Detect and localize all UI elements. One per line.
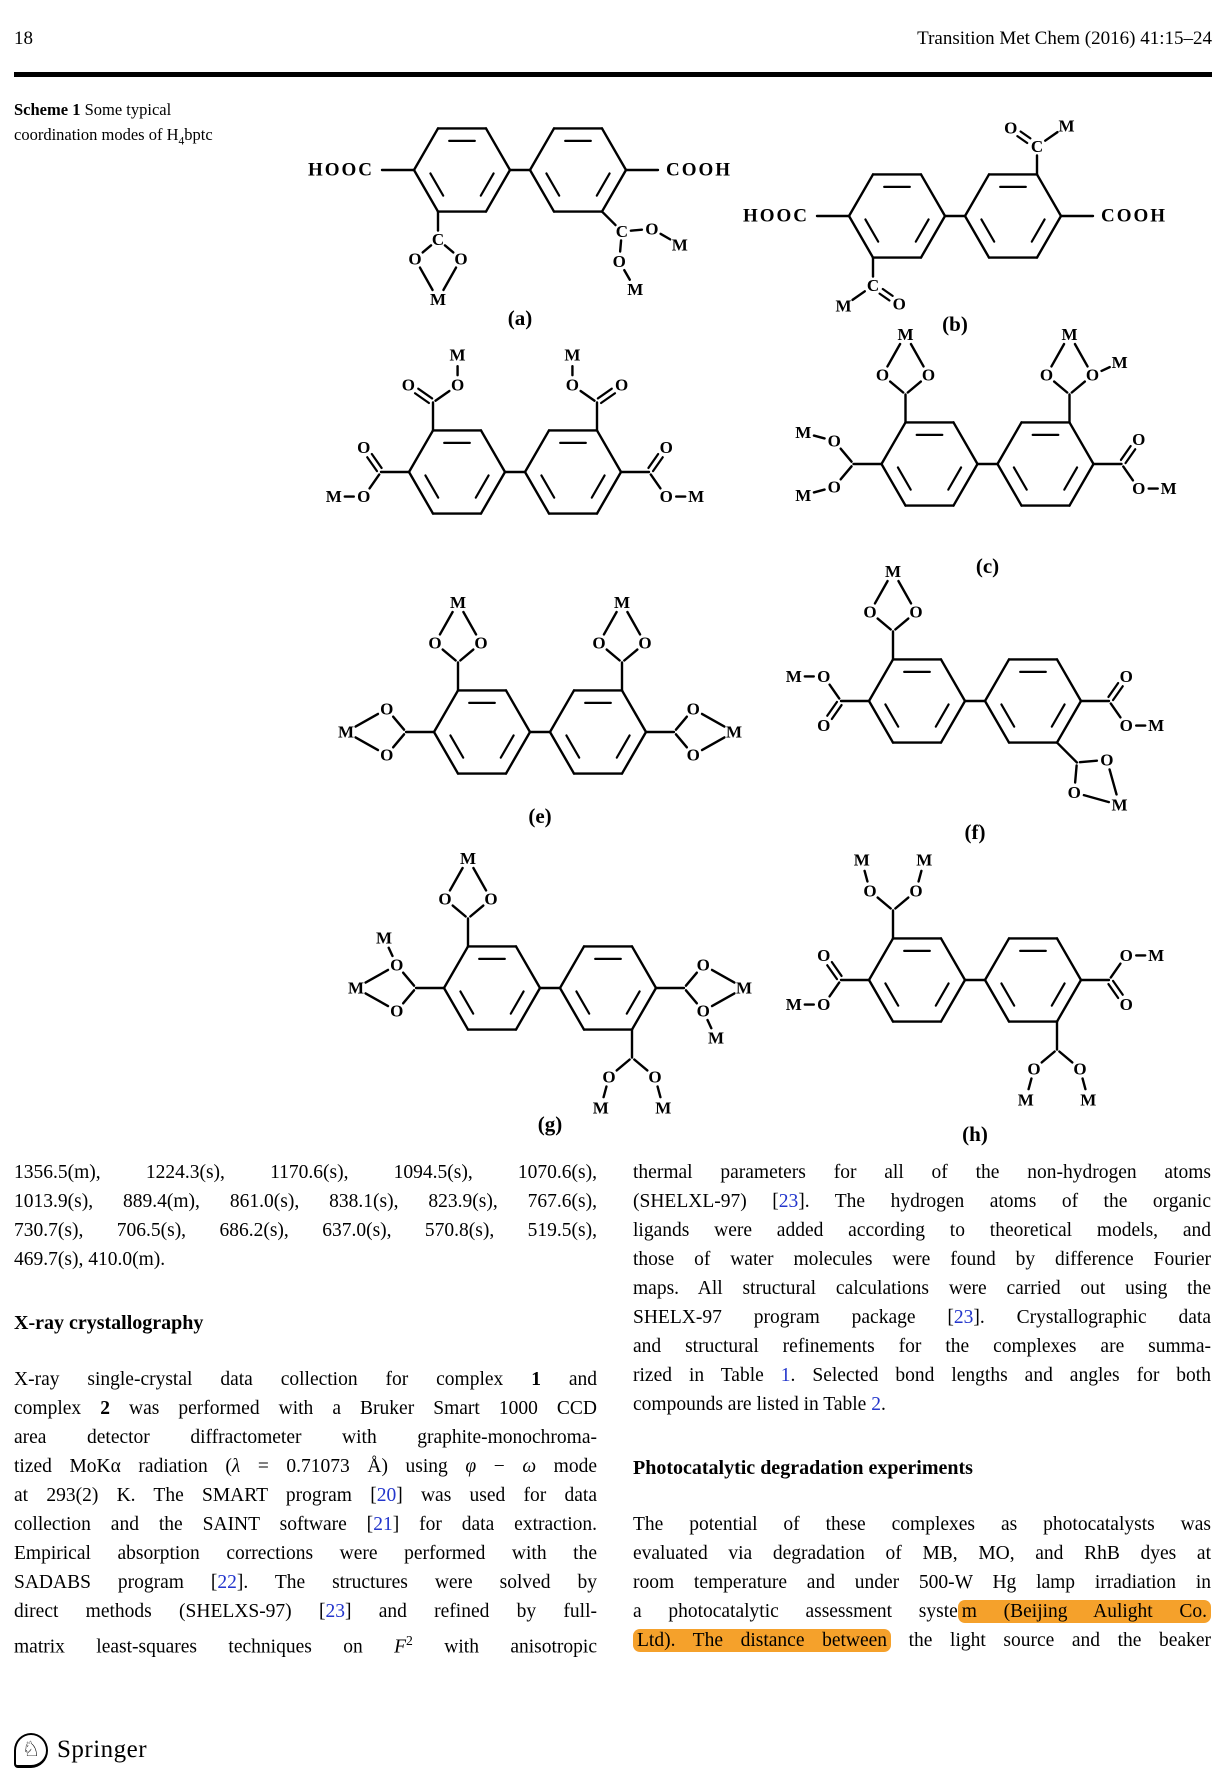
svg-text:M: M	[337, 722, 355, 742]
svg-text:O: O	[565, 375, 580, 395]
panel-label: (h)	[962, 1122, 988, 1146]
text-run: 2	[100, 1398, 110, 1419]
text-run: was performed with a Bruker Smart 1000 CCD	[109, 1398, 597, 1419]
scheme-structure-d	[265, 332, 765, 567]
text-run: direct methods (SHELXS-97) [	[14, 1601, 326, 1622]
scheme-structure-b	[690, 88, 1220, 336]
svg-text:M: M	[795, 423, 812, 443]
publisher-name: Springer	[57, 1736, 148, 1763]
svg-text:O: O	[686, 745, 700, 765]
svg-text:HOOC: HOOC	[307, 159, 374, 181]
text-line	[14, 1452, 597, 1481]
svg-text:O: O	[696, 1001, 710, 1021]
svg-text:O: O	[645, 219, 659, 239]
paragraph	[633, 1510, 1211, 1655]
text-run: 1013.9(s), 889.4(m), 861.0(s), 838.1(s), 823.9(s), 767.6(s),	[14, 1191, 597, 1212]
text-run: Some typical	[80, 100, 172, 119]
text-run: matrix least-squares techniques on	[14, 1636, 395, 1658]
svg-text:M: M	[707, 1028, 724, 1048]
text-run: Scheme 1	[14, 100, 81, 119]
svg-text:O: O	[401, 375, 416, 395]
svg-text:M: M	[1080, 1090, 1097, 1110]
text-run: coordination modes of H	[14, 124, 179, 144]
text-line	[14, 1539, 597, 1568]
scheme-structure-e	[295, 590, 785, 828]
svg-text:M: M	[613, 592, 631, 612]
svg-text:O: O	[1119, 995, 1133, 1015]
svg-text:O: O	[592, 633, 606, 653]
section-heading: Photocatalytic degradation experiments	[633, 1457, 973, 1479]
svg-text:O: O	[1119, 716, 1133, 736]
text-run: . Selected bond lengths and angles for both	[790, 1365, 1211, 1386]
page-number: 18	[14, 28, 33, 49]
scheme-structure-c	[755, 320, 1220, 578]
svg-text:M: M	[376, 928, 393, 948]
svg-text:M: M	[897, 324, 914, 344]
svg-text:O: O	[817, 945, 831, 965]
text-run: maps. All structural calculations were carried out using the	[633, 1278, 1211, 1299]
text-line	[633, 1187, 1211, 1216]
text-line	[14, 1216, 597, 1245]
panel-label: (b)	[942, 312, 968, 336]
svg-text:O: O	[428, 633, 442, 653]
svg-text:M: M	[564, 345, 581, 365]
text-run: complex	[14, 1398, 101, 1419]
section-heading: X-ray crystallography	[14, 1312, 204, 1334]
svg-text:M: M	[671, 235, 688, 255]
text-line	[633, 1274, 1211, 1303]
svg-text:O: O	[817, 995, 831, 1015]
svg-text:C: C	[866, 276, 880, 296]
svg-text:O: O	[659, 437, 673, 457]
svg-text:COOH: COOH	[666, 159, 733, 181]
text-line	[14, 1568, 597, 1597]
text-run: room temperature and under 500-W Hg lamp irradiation in	[633, 1572, 1211, 1593]
text-line	[14, 1394, 597, 1423]
svg-text:O: O	[875, 365, 890, 385]
text-line	[14, 1423, 597, 1452]
svg-text:O: O	[686, 699, 700, 719]
svg-text:O: O	[1132, 429, 1146, 449]
svg-text:O: O	[390, 955, 404, 975]
text-run: with anisotropic	[412, 1636, 597, 1658]
text-line	[14, 1245, 597, 1274]
text-line	[633, 1510, 1211, 1539]
svg-text:COOH: COOH	[1101, 205, 1168, 227]
text-run: φ	[465, 1456, 477, 1477]
scheme-caption	[14, 98, 274, 153]
svg-text:M: M	[785, 995, 802, 1015]
svg-text:O: O	[696, 955, 710, 975]
citation-ref: 22	[217, 1572, 237, 1593]
text-line	[633, 1568, 1211, 1597]
svg-text:O: O	[1073, 1059, 1087, 1079]
svg-text:M: M	[853, 850, 870, 870]
svg-text:M: M	[449, 592, 467, 612]
text-run: ] and refined by full-	[344, 1601, 597, 1622]
svg-text:O: O	[1027, 1059, 1041, 1079]
text-run: area detector diffractometer with graphite-monochroma-	[14, 1427, 597, 1448]
svg-text:O: O	[827, 477, 841, 497]
publisher-logo	[14, 1730, 147, 1770]
text-run: 2	[406, 1633, 413, 1648]
svg-text:O: O	[817, 716, 831, 736]
svg-text:M: M	[1111, 352, 1128, 372]
scheme-caption-line	[14, 98, 274, 123]
text-run: SHELX-97 program package [	[633, 1307, 954, 1328]
text-line	[633, 1245, 1211, 1274]
text-run: (SHELXL-97) [	[633, 1191, 779, 1212]
svg-text:O: O	[612, 251, 626, 271]
svg-text:M: M	[916, 850, 933, 870]
text-run: a photocatalytic assessment syste	[633, 1601, 958, 1622]
svg-text:M: M	[655, 1098, 672, 1118]
svg-text:M: M	[592, 1098, 609, 1118]
citation-ref: 23	[778, 1191, 799, 1212]
svg-text:O: O	[827, 431, 841, 451]
svg-text:O: O	[614, 375, 629, 395]
citation-ref: 23	[953, 1307, 974, 1328]
text-line	[14, 1481, 597, 1510]
svg-text:O: O	[1004, 118, 1018, 138]
text-line	[633, 1539, 1211, 1568]
citation-ref: 21	[373, 1514, 393, 1535]
scheme-structure-f	[730, 556, 1220, 844]
svg-text:O: O	[921, 365, 936, 385]
svg-text:O: O	[909, 881, 923, 901]
text-run: evaluated via degradation of MB, MO, and RhB dyes at	[633, 1543, 1211, 1564]
text-run: ]. The structures were solved by	[236, 1572, 597, 1593]
text-column-left	[14, 1158, 598, 1658]
text-line	[14, 1597, 597, 1626]
text-line	[633, 1361, 1211, 1390]
panel-label: (e)	[528, 804, 552, 828]
svg-text:O: O	[817, 666, 831, 686]
citation-ref: 23	[325, 1601, 345, 1622]
text-line	[14, 1626, 597, 1658]
text-run: compounds are listed in Table	[633, 1394, 872, 1415]
svg-text:M: M	[1148, 716, 1165, 736]
svg-text:O: O	[1119, 666, 1133, 686]
citation-ref: 20	[376, 1485, 397, 1506]
text-run: ]. The hydrogen atoms of the organic	[798, 1191, 1212, 1212]
text-run: ] for data extraction.	[392, 1514, 598, 1535]
svg-text:O: O	[1067, 782, 1081, 802]
svg-text:M: M	[785, 666, 802, 686]
highlighted-text: m (Beijing Aulight Co.	[958, 1600, 1211, 1623]
panel-label: (f)	[964, 820, 986, 844]
text-run: the light source and the beaker	[891, 1630, 1211, 1651]
text-line	[633, 1332, 1211, 1361]
text-run: ligands were added according to theoretical models, and	[633, 1220, 1211, 1241]
svg-text:O: O	[659, 487, 673, 507]
text-run: .	[880, 1394, 886, 1415]
svg-text:M: M	[1160, 479, 1177, 499]
text-run: X-ray single-crystal data collection for complex	[14, 1369, 532, 1390]
paragraph	[14, 1158, 597, 1274]
text-run: SADABS program [	[14, 1572, 218, 1593]
svg-text:O: O	[357, 487, 371, 507]
panel-label: (a)	[507, 306, 533, 330]
text-line	[14, 1510, 597, 1539]
svg-text:M: M	[735, 978, 753, 998]
text-run: rized in Table	[633, 1365, 781, 1386]
svg-text:C: C	[1030, 136, 1044, 156]
text-run: and	[540, 1369, 597, 1390]
text-run: mode	[536, 1456, 597, 1477]
journal-reference: Transition Met Chem (2016) 41:15–24	[917, 28, 1212, 49]
svg-text:O: O	[1100, 750, 1114, 770]
citation-ref: 1	[780, 1365, 791, 1386]
text-run: The potential of these complexes as photocatalysts was	[633, 1514, 1211, 1535]
text-run: thermal parameters for all of the non-hydrogen atoms	[633, 1162, 1211, 1183]
svg-text:M: M	[429, 290, 447, 310]
svg-text:HOOC: HOOC	[742, 205, 809, 227]
svg-text:M: M	[1058, 116, 1075, 136]
svg-text:O: O	[357, 437, 371, 457]
text-run: λ	[231, 1456, 241, 1477]
svg-text:O: O	[648, 1067, 662, 1087]
text-run: Empirical absorption corrections were performed with the	[14, 1543, 597, 1564]
text-run: at 293(2) K. The SMART program [	[14, 1485, 377, 1506]
svg-text:M: M	[1017, 1090, 1034, 1110]
svg-text:O: O	[892, 294, 906, 314]
svg-text:O: O	[438, 889, 452, 909]
text-line	[14, 1365, 597, 1394]
svg-text:O: O	[863, 602, 877, 622]
svg-text:O: O	[380, 699, 394, 719]
svg-text:M: M	[449, 345, 466, 365]
text-line	[14, 1158, 597, 1187]
text-run: 1	[531, 1369, 541, 1390]
panel-label: (c)	[975, 554, 1000, 578]
svg-text:O: O	[1132, 479, 1146, 499]
highlighted-text: Ltd). The distance between	[633, 1629, 891, 1652]
text-run: 469.7(s), 410.0(m).	[14, 1249, 166, 1270]
svg-text:M: M	[688, 487, 705, 507]
text-run: ] was used for data	[396, 1485, 598, 1506]
svg-text:O: O	[1119, 945, 1133, 965]
page-header	[14, 28, 1212, 56]
svg-text:C: C	[615, 221, 629, 241]
text-run: F	[394, 1636, 407, 1658]
svg-text:O: O	[863, 881, 877, 901]
svg-text:O: O	[484, 889, 498, 909]
svg-text:M: M	[835, 296, 852, 316]
text-line	[14, 1187, 597, 1216]
paragraph	[14, 1365, 598, 1658]
svg-text:M: M	[459, 848, 477, 868]
text-run: and structural refinements for the complexes are summa-	[633, 1336, 1211, 1357]
svg-text:O: O	[454, 249, 468, 269]
svg-text:M: M	[1111, 795, 1128, 815]
svg-text:O: O	[1085, 365, 1100, 385]
text-line	[633, 1626, 1211, 1655]
scheme-1-figure	[0, 88, 1226, 1158]
svg-text:O: O	[380, 745, 394, 765]
header-rule	[14, 72, 1212, 77]
svg-text:O: O	[638, 633, 652, 653]
citation-ref: 2	[871, 1394, 881, 1415]
svg-text:O: O	[474, 633, 488, 653]
text-run: those of water molecules were found by difference Fourier	[633, 1249, 1211, 1270]
scheme-caption-line	[14, 123, 274, 154]
svg-text:C: C	[431, 230, 445, 250]
svg-text:O: O	[450, 375, 465, 395]
svg-text:O: O	[602, 1067, 616, 1087]
text-run: ]. Crystallographic data	[973, 1307, 1211, 1328]
text-line	[633, 1390, 1211, 1419]
svg-text:M: M	[325, 487, 342, 507]
scheme-structure-h	[725, 828, 1225, 1146]
svg-text:M: M	[1061, 324, 1078, 344]
text-column-right	[633, 1158, 1211, 1655]
svg-text:M: M	[1148, 945, 1165, 965]
svg-text:O: O	[1039, 365, 1054, 385]
text-run: collection and the SAINT software [	[14, 1514, 374, 1535]
text-run: = 0.71073 Å) using	[240, 1456, 466, 1477]
panel-label: (g)	[537, 1112, 563, 1136]
svg-text:M: M	[795, 485, 812, 505]
text-run: 730.7(s), 706.5(s), 686.2(s), 637.0(s), 570.8(s), 519.5(s),	[14, 1220, 597, 1241]
text-run: 4	[178, 134, 185, 147]
text-run: 1356.5(m), 1224.3(s), 1170.6(s), 1094.5(s), 1070.6(s),	[14, 1162, 597, 1183]
text-line	[633, 1216, 1211, 1245]
text-line	[633, 1303, 1211, 1332]
text-run: ω	[522, 1456, 537, 1477]
springer-knight-icon: ♘	[14, 1733, 48, 1768]
text-run: tized MoKα radiation (	[14, 1456, 232, 1477]
svg-text:M: M	[884, 561, 902, 581]
text-run: −	[476, 1456, 523, 1477]
paragraph	[633, 1158, 1211, 1419]
svg-text:M: M	[627, 279, 644, 299]
text-run: bptc	[184, 124, 213, 144]
svg-text:O: O	[390, 1001, 404, 1021]
text-line	[633, 1597, 1211, 1626]
svg-text:O: O	[408, 249, 422, 269]
text-line	[633, 1158, 1211, 1187]
svg-text:M: M	[725, 722, 743, 742]
svg-text:M: M	[347, 978, 365, 998]
svg-text:O: O	[909, 602, 923, 622]
